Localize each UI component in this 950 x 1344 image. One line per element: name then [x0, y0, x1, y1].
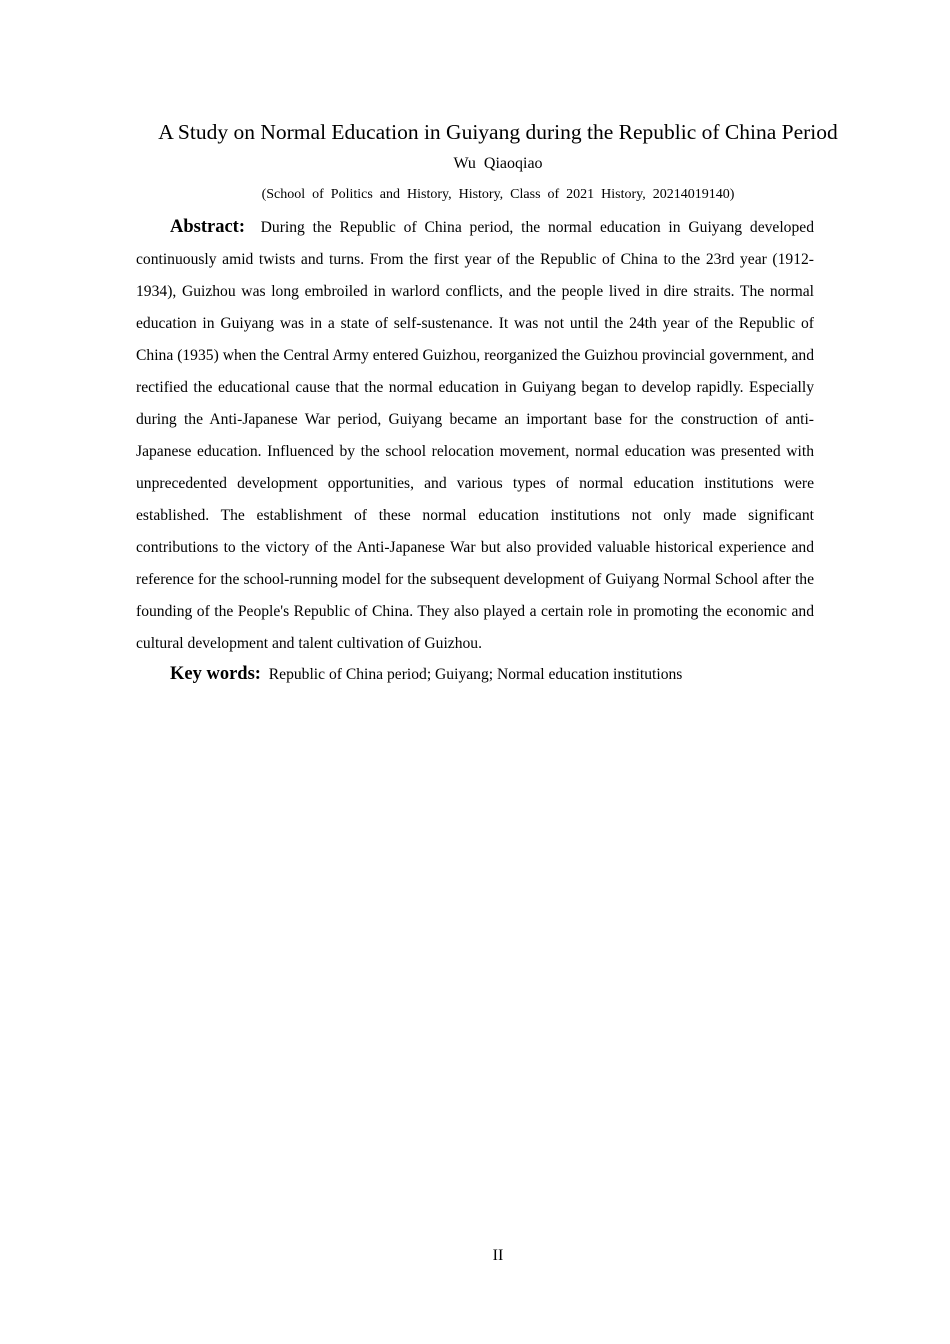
- page-number: II: [492, 1247, 504, 1264]
- keywords-paragraph: [136, 658, 814, 691]
- author-name: Wu Qiaoqiao: [453, 155, 543, 172]
- paper-title: A Study on Normal Education in Guiyang during the Republic of China Period: [158, 120, 838, 144]
- keywords-label: Key words:: [170, 664, 261, 684]
- keywords-text: Republic of China period; Guiyang; Normal education institutions: [268, 666, 683, 683]
- author-affiliation: (School of Politics and History, History, Class of 2021 History, 20214019140): [261, 187, 735, 202]
- abstract-text: During the Republic of China period, the normal education in Guiyang developed continuously amid twists and turns. From the first year of the Republic of China to the 23rd year (1912-1934), Guizhou was long embroiled in warlord conflicts, and the people lived in dire straits. The normal education in Guiyang was in a state of self-sustenance. It was not until the 24th year of the Republic of China (1935) when the Central Army entered Guizhou, reorganized the Guizhou provincial government, and rectified the educational cause that the normal education in Guiyang began to develop rapidly. Especially during the Anti-Japanese War period, Guiyang became an important base for the construction of anti-Japanese education. Influenced by the school relocation movement, normal education was presented with unprecedented development opportunities, and various types of normal education institutions were established. The establishment of these normal education institutions not only made significant contributions to the victory of the Anti-Japanese War but also provided valuable historical experience and reference for the school-running model for the subsequent development of Guiyang Normal School after the founding of the People's Republic of China. They also played a certain role in promoting the economic and cultural development and talent cultivation of Guizhou.: [136, 219, 814, 652]
- abstract-label: Abstract:: [170, 217, 246, 237]
- abstract-paragraph: [136, 211, 814, 660]
